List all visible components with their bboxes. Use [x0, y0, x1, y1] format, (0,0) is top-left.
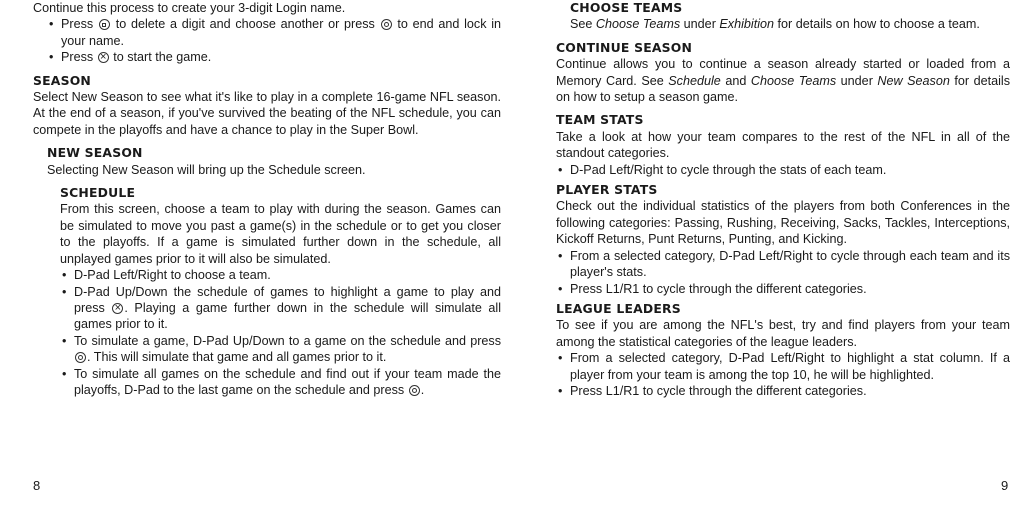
text: See [570, 17, 593, 32]
league-leaders-bullets [556, 350, 1010, 399]
list-item [556, 383, 1010, 399]
list-item [60, 366, 501, 399]
right-page-column [556, 0, 1010, 399]
bullet-text: . This will simulate that game and all games prior to it. [87, 350, 387, 365]
bullet-text: From a selected category, D-Pad Left/Right to cycle through each team and its player's stats. [570, 248, 1010, 280]
cross-button-icon [98, 52, 109, 63]
bullet-text: Press L1/R1 to cycle through the different categories. [570, 281, 867, 296]
bullet-text: Press [61, 17, 94, 32]
list-item [556, 248, 1010, 281]
bullet-text: . Playing a game further down in the schedule will simulate all games prior to it. [74, 300, 501, 332]
text: and [725, 73, 747, 88]
reference-exhibition: Exhibition [719, 17, 774, 32]
list-item [60, 267, 501, 283]
reference-schedule: Schedule [668, 73, 721, 88]
player-stats-heading: PLAYER STATS [556, 182, 658, 198]
page-number-right: 9 [1001, 478, 1009, 493]
list-item [47, 16, 501, 49]
team-stats-body: Take a look at how your team compares to the rest of the NFL in all of the standout categories. [556, 129, 1010, 161]
bullet-text: to delete a digit and choose another or press [115, 17, 375, 32]
season-heading: SEASON [33, 72, 92, 88]
team-stats-heading: TEAM STATS [556, 112, 644, 128]
bullet-text: From a selected category, D-Pad Left/Right to highlight a stat column. If a player from your team is among the top 10, he will be highlighted. [570, 351, 1010, 382]
bullet-text: to start the game. [113, 50, 212, 65]
league-leaders-body: To see if you are among the NFL's best, try and find players from your team among the statistical categories of the league leaders. [556, 318, 1010, 349]
bullet-text: To simulate a game, D-Pad Up/Down to a game on the schedule and press [74, 333, 501, 348]
left-page-column [33, 0, 501, 398]
text: under [840, 73, 873, 88]
list-item [556, 350, 1010, 383]
reference-new-season: New Season [877, 73, 950, 88]
choose-teams-body [570, 16, 1010, 32]
bullet-text: Press L1/R1 to cycle through the different categories. [570, 383, 867, 398]
bullet-text: D-Pad Left/Right to cycle through the stats of each team. [570, 162, 887, 177]
schedule-heading: SCHEDULE [60, 185, 136, 201]
bullet-text: Press [61, 50, 94, 65]
schedule-bullets [60, 267, 501, 398]
text: under [683, 17, 716, 32]
bullet-text: D-Pad Up/Down the schedule of games to highlight a game to play and press [74, 284, 501, 315]
login-intro: Continue this process to create your 3-digit Login name. [33, 1, 346, 15]
cross-button-icon [112, 303, 123, 314]
list-item [556, 281, 1010, 297]
bullet-text: to end and lock in your name. [61, 17, 502, 48]
circle-button-icon [75, 352, 86, 363]
reference-choose-teams: Choose Teams [750, 73, 837, 88]
bullet-text: D-Pad Left/Right to choose a team. [74, 268, 271, 283]
square-button-icon [99, 19, 110, 30]
new-season-body: Selecting New Season will bring up the Schedule screen. [47, 162, 366, 177]
text: Continue allows you to continue a season already started or loaded from a Memory Card. See [556, 57, 1010, 88]
player-stats-bullets [556, 248, 1010, 297]
season-body: Select New Season to see what it's like to play in a complete 16-game NFL season. At the end of a season, if you've survived the beating of the NFL schedule, you can compete in the playoffs and have a chance to play in the Super Bowl. [33, 90, 501, 137]
login-bullets [47, 16, 501, 65]
list-item [60, 333, 501, 366]
text: for details on how to choose a team. [777, 17, 980, 32]
list-item [556, 162, 1010, 178]
circle-button-icon [409, 385, 420, 396]
bullet-text: . [420, 382, 425, 397]
text: for details on how to setup a season game. [556, 73, 1011, 105]
continue-season-heading: CONTINUE SEASON [556, 39, 693, 55]
circle-button-icon [381, 19, 392, 30]
bullet-text: To simulate all games on the schedule and find out if your team made the playoffs, D-Pad to the last game on the schedule and press [74, 366, 501, 397]
choose-teams-heading: CHOOSE TEAMS [570, 0, 683, 15]
league-leaders-heading: LEAGUE LEADERS [556, 300, 681, 316]
list-item [47, 49, 501, 65]
team-stats-bullets [556, 162, 1010, 178]
continue-season-body [556, 56, 1010, 105]
reference-choose-teams: Choose Teams [595, 17, 681, 32]
new-season-heading: NEW SEASON [47, 145, 143, 161]
schedule-body: From this screen, choose a team to play with during the season. Games can be simulated to move you past a game(s) in the schedule or to get you closer to the playoffs. If a game is simulated further down in the schedule, all unplayed games prior to it will also be simulated. [60, 202, 501, 266]
player-stats-body: Check out the individual statistics of the players from both Conferences in the following categories: Passing, Rushing, Receiving, Sacks, Tackles, Interceptions, Kickoff Returns, Punt Returns, Punting, and Kicking. [556, 199, 1010, 247]
page-number-left: 8 [33, 478, 41, 493]
list-item [60, 284, 501, 333]
